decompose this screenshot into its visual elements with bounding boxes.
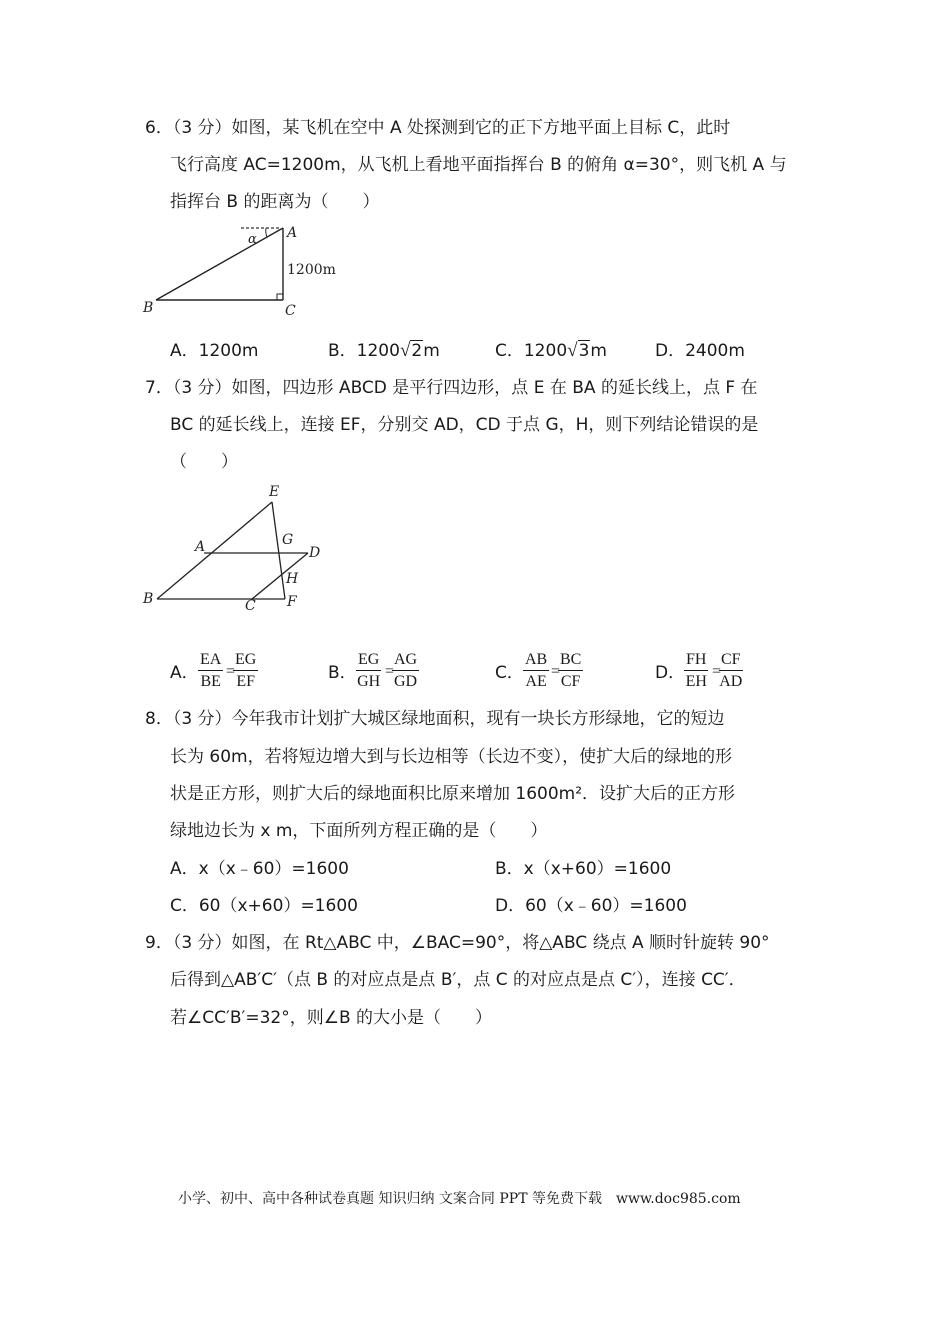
- q6-option-b-suffix: m: [423, 341, 440, 361]
- q7-option-b-label: B．: [328, 663, 357, 683]
- q7-option-a-label: A．: [170, 663, 199, 683]
- q8-line1: 8．（3 分）今年我市计划扩大城区绿地面积，现有一块长方形绿地，它的短边: [145, 709, 725, 729]
- q6-label-alpha: α: [248, 232, 257, 247]
- q6-option-b: [328, 341, 440, 360]
- q7-label-f: F: [287, 594, 297, 610]
- q6-option-d: D．2400m: [655, 341, 745, 361]
- q7-label-c: C: [245, 598, 256, 612]
- q7-option-c-den1: AE: [525, 673, 547, 690]
- q6-option-a: A．1200m: [170, 341, 259, 361]
- q9-line1: 9．（3 分）如图，在 Rt△ABC 中，∠BAC=90°，将△ABC 绕点 A 顺时针旋转 90°: [145, 933, 770, 953]
- q6-label-height: 1200m: [287, 262, 336, 278]
- q8-option-a: A．x（x﹣60）=1600: [170, 859, 349, 879]
- q7-label-a: A: [195, 539, 206, 555]
- q7-label-g: G: [282, 532, 294, 548]
- q7-line3: （ ）: [170, 452, 238, 472]
- q7-option-c-equals: =: [551, 663, 561, 680]
- q7-option-d-label: D．: [655, 663, 686, 683]
- q6-label-a: A: [287, 225, 298, 241]
- q6-option-c-prefix: C．1200: [495, 341, 568, 361]
- q7-option-a-frac2: [233, 652, 258, 690]
- q6-option-c-suffix: m: [590, 341, 607, 361]
- q6-option-b-prefix: B．1200: [328, 341, 400, 361]
- q6-line3: 指挥台 B 的距离为（ ）: [170, 192, 380, 212]
- q7-option-b-frac1: [356, 652, 381, 690]
- q7-option-c-num2: BC: [558, 652, 583, 671]
- q9-line2: 后得到△AB′C′（点 B 的对应点是点 B′，点 C 的对应点是点 C′），连接 CC′．: [170, 970, 746, 990]
- q7-label-d: D: [309, 545, 321, 561]
- q7-option-a-den1: BE: [200, 673, 221, 690]
- page-footer: 小学、初中、高中各种试卷真题 知识归纳 文案合同 PPT 等免费下载 www.doc985.com: [178, 1191, 741, 1207]
- q7-option-c-label: C．: [495, 663, 524, 683]
- q8-option-c: C．60（x+60）=1600: [170, 896, 358, 916]
- q7-option-c-num1: AB: [523, 652, 549, 671]
- q7-option-d-den1: EH: [685, 673, 707, 690]
- q7-option-d-frac2: [719, 652, 743, 690]
- q8-line2: 长为 60m，若将短边增大到与长边相等（长边不变），使扩大后的绿地的形: [170, 747, 733, 767]
- q7-line1: 7．（3 分）如图，四边形 ABCD 是平行四边形，点 E 在 BA 的延长线上，点 F 在: [145, 378, 758, 398]
- q7-line2: BC 的延长线上，连接 EF，分别交 AD，CD 于点 G，H，则下列结论错误的是: [170, 415, 759, 435]
- q7-label-b: B: [143, 591, 154, 607]
- q7-option-b-num2: AG: [392, 652, 419, 671]
- q7-segment-ef: [272, 502, 285, 599]
- q7-option-c-frac2: [558, 652, 583, 690]
- q6-option-b-radicand: 2: [411, 341, 423, 361]
- q7-option-b-num1: EG: [356, 652, 381, 671]
- q6-right-angle-mark: [277, 294, 283, 300]
- q6-option-c-radicand: 3: [578, 341, 590, 361]
- q7-label-e: E: [269, 484, 280, 500]
- q7-option-d-num2: CF: [719, 652, 743, 671]
- q6-label-b: B: [143, 300, 154, 316]
- q7-option-d-num1: FH: [684, 652, 708, 671]
- q7-option-d-equals: =: [712, 663, 722, 680]
- q7-option-a-equals: =: [226, 663, 236, 680]
- q7-option-c-frac1: [523, 652, 549, 690]
- q6-option-b-sqrt: √2: [399, 340, 423, 361]
- q7-option-b-den1: GH: [357, 673, 381, 690]
- q8-option-b: B．x（x+60）=1600: [495, 859, 672, 879]
- q6-option-c: [495, 341, 607, 360]
- q7-option-b-frac2: [392, 652, 419, 690]
- q7-option-d-frac1: [684, 652, 708, 690]
- q8-line4: 绿地边长为 x m，下面所列方程正确的是（ ）: [170, 821, 548, 841]
- q7-option-d-den2: AD: [719, 673, 743, 690]
- q8-line3: 状是正方形，则扩大后的绿地面积比原来增加 1600m²．设扩大后的正方形: [170, 784, 736, 804]
- q6-line2: 飞行高度 AC=1200m，从飞机上看地平面指挥台 B 的俯角 α=30°，则飞机 A 与: [170, 155, 787, 175]
- q6-segment-ab: [156, 228, 283, 300]
- q7-option-c-den2: CF: [560, 673, 581, 690]
- q7-option-a-num2: EG: [233, 652, 258, 671]
- q7-option-a-num1: EA: [198, 652, 223, 671]
- q7-figure: [140, 482, 340, 612]
- q6-label-c: C: [285, 303, 296, 317]
- q7-option-a-frac1: [198, 652, 223, 690]
- q6-option-c-sqrt: √3: [567, 340, 590, 361]
- q8-option-d: D．60（x﹣60）=1600: [495, 896, 687, 916]
- q7-label-h: H: [286, 571, 299, 587]
- q7-option-b-den2: GD: [394, 673, 418, 690]
- q7-segment-be: [157, 502, 272, 599]
- q6-line1: 6．（3 分）如图，某飞机在空中 A 处探测到它的正下方地平面上目标 C，此时: [145, 118, 731, 138]
- q6-figure: [140, 222, 350, 317]
- q7-option-b-equals: =: [385, 663, 395, 680]
- q7-option-a-den2: EF: [236, 673, 255, 690]
- q9-line3: 若∠CC′B′=32°，则∠B 的大小是（ ）: [170, 1008, 493, 1028]
- q6-angle-arc: [266, 228, 267, 237]
